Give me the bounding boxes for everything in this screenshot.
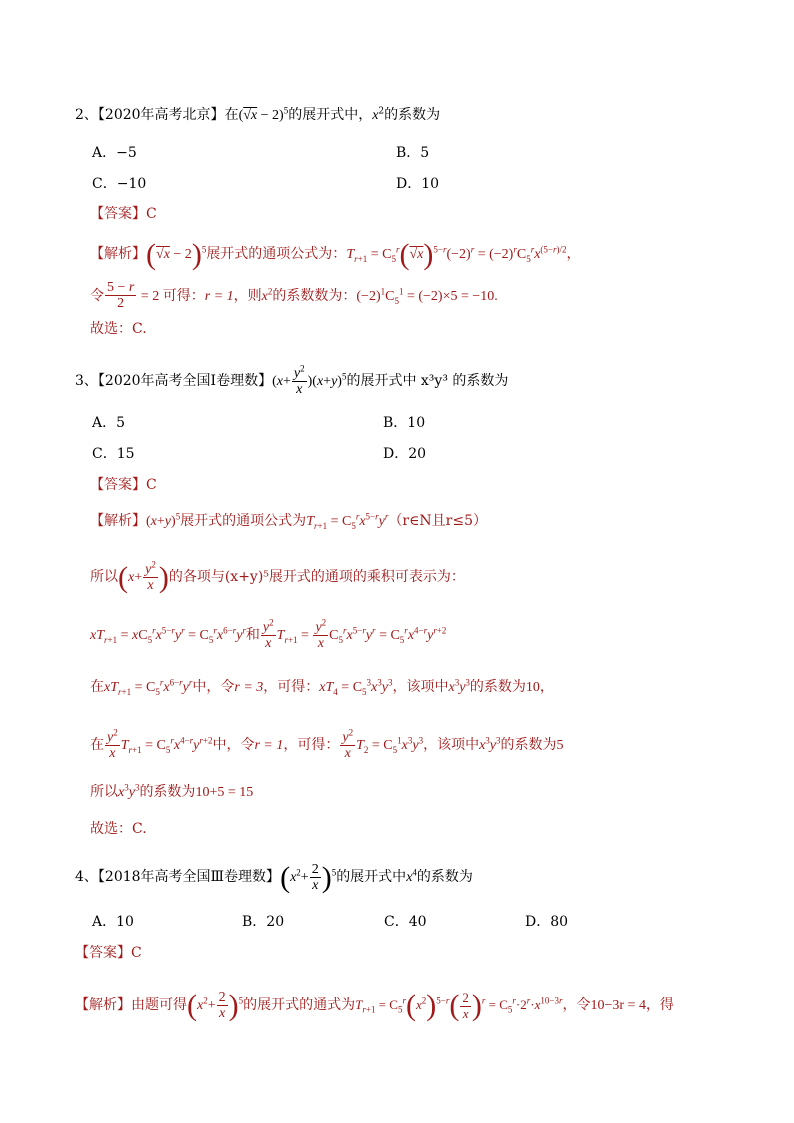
q4-stem: 4、【2018年高考全国Ⅲ卷理数】($x^2+$ $\frac{2}{x}$ )$^5$的展开式中$x^4$的系数为 — [75, 860, 473, 894]
q3-source: 【2020年高考全国Ⅰ卷理数】 — [97, 373, 273, 390]
q4-option-c[interactable]: C．40 — [384, 914, 427, 930]
q2-option-b[interactable]: B．5 — [396, 145, 430, 161]
q3-analysis-line1: 【解析】$(x+y)^5$展开式的通项公式为$T_{r+1}$ = $C_5^rx^{5-r}y^r(r\in N$且r≤5） — [90, 511, 488, 531]
q2-stem: 2、【2020年高考北京】在$(√x - 2)^5$的展开式中，$x^2$的系数为 — [75, 105, 441, 123]
q3-option-b[interactable]: B．10 — [383, 415, 426, 431]
q2-analysis-line1: 【解析】$(√x - 2)^5$展开式的通项公式为：$T_{r+1} = C_5^r(√x)^{5-r}(-2)^r = (-2)^rC_5^rx^{(5-r)/2}$， — [90, 238, 581, 271]
q4-option-d[interactable]: D．80 — [525, 914, 569, 930]
q3-analysis-line6: 所以$x^3y^3$的系数为10+5 = 15 — [90, 782, 254, 800]
q3-answer: 【答案】C — [90, 477, 157, 493]
q3-option-c[interactable]: C．15 — [92, 446, 135, 462]
q3-analysis-line2: 所以(x+ $\frac{y^2}{x}$ )的各项与(x+y)⁵展开式的通项的乘积可表示为： — [90, 559, 465, 594]
q2-option-c[interactable]: C．−10 — [92, 176, 147, 192]
q3-number: 3、 — [75, 373, 98, 390]
q3-analysis-line4: 在$xT_{r+1} = C_5^rx^{6-r}y^r$中，令r = 3，可得：$xT_4 = C_5^3x^3y^3$，该项中$x^3y^3$的系数为10， — [90, 677, 554, 697]
q2-number: 2、 — [75, 107, 98, 123]
q2-analysis-line2: 令 $\frac{5 - r}{2}$ = 2 可得：r = 1，则$x^2$的系数数为：$(-2)^1C_5^1 = (-2)\times 5 = -10$. — [90, 280, 498, 312]
q3-option-d[interactable]: D．20 — [383, 446, 427, 462]
q2-option-a[interactable]: A．−5 — [92, 145, 137, 161]
q2-source: 【2020年高考北京】 — [97, 107, 225, 123]
q4-analysis-line1: 【解析】由题可得($x^2+$ $\frac{2}{x}$ )$^5$的展开式的通式为$T_{r+1} = C_5^r(x^2)^{5-r}$( $\frac{2}{x}$ )$^r = C_5^r\cdot 2^r\cdot x^{10-3r}$，令10−3r = 4，得 — [75, 988, 674, 1023]
q4-option-a[interactable]: A．10 — [92, 914, 134, 930]
q3-stem: 3、【2020年高考全国Ⅰ卷理数】(x+ $\frac{y^2}{x}$ )$(x+y)^5$的展开式中 x³y³ 的系数为 — [75, 363, 509, 398]
q2-answer: 【答案】C — [90, 206, 157, 222]
q4-option-b[interactable]: B．20 — [242, 914, 285, 930]
q3-conclusion: 故选：C. — [90, 821, 147, 837]
q3-option-a[interactable]: A．5 — [92, 415, 126, 431]
q3-analysis-line3: $xT_{r+1} = xC_5^rx^{5-r}y^r = C_5^rx^{6-r}y^r$和 $\frac{y^2}{x}$ $T_{r+1}$ = $\frac{y^2}{x}$ $C_5^rx^{5-r}y^r = C_5^rx^{4-r}y^{r+2}$ — [90, 617, 447, 652]
q4-number: 4、 — [75, 869, 98, 886]
q2-conclusion: 故选：C. — [90, 321, 147, 337]
q4-source: 【2018年高考全国Ⅲ卷理数】 — [97, 869, 281, 886]
q3-analysis-line5: 在 $\frac{y^2}{x}$ $T_{r+1} = C_5^rx^{4-r}y^{r+2}$中，令r = 1，可得： $\frac{y^2}{x}$ $T_2 = C_5^1x^3y^3$，该项中$x^3y^3$的系数为5 — [90, 727, 564, 762]
q2-option-d[interactable]: D．10 — [396, 176, 440, 192]
q4-answer: 【答案】C — [75, 945, 142, 961]
